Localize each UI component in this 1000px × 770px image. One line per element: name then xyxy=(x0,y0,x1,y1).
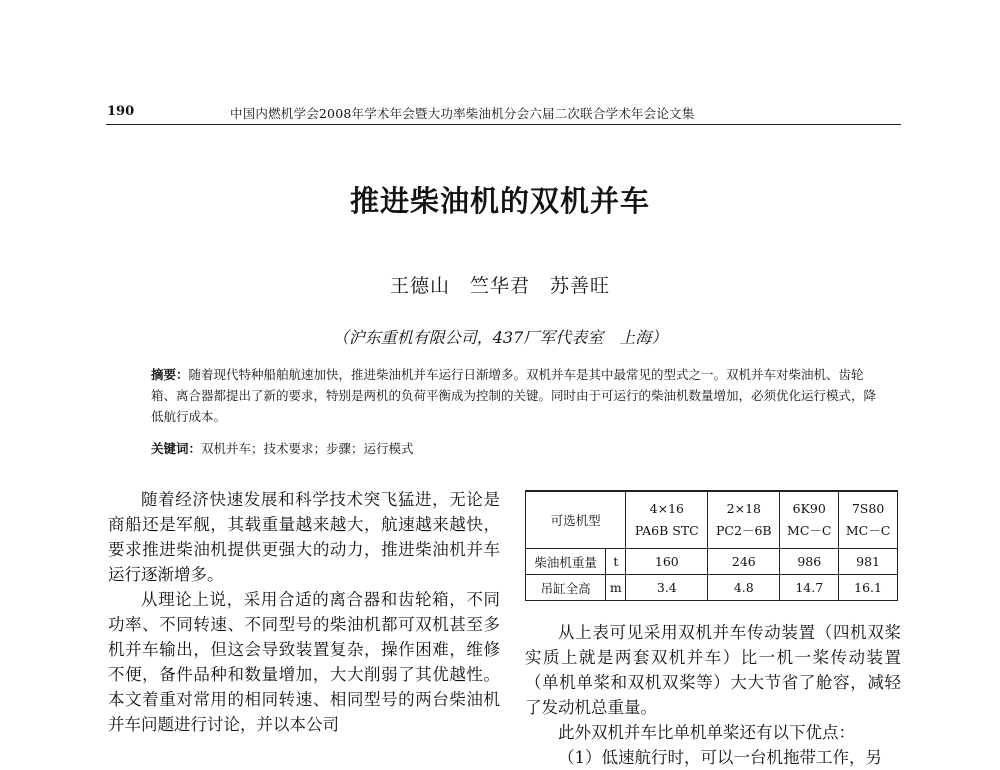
abstract xyxy=(151,364,879,427)
body-paragraph: 从理论上说，采用合适的离合器和齿轮箱，不同功率、不同转速、不同型号的柴油机都可双机甚至多机并车输出，但这会导致装置复杂，操作困难，维修不便，备件品种和数量增加，大大削弱了其优越性。本文着重对常用的相同转速、相同型号的两台柴油机并车问题进行讨论，并以本公司 xyxy=(108,590,500,734)
row-unit: t xyxy=(606,549,626,575)
keywords-label: 关键词： xyxy=(151,441,202,456)
row-label: 柴油机重量 xyxy=(526,549,606,575)
header-rule xyxy=(106,124,901,125)
body-paragraph: 从上表可见采用双机并车传动装置（四机双桨实质上就是两套双机并车）比一机一桨传动装置（单机单桨和双机双桨等）大大节省了舱容，减轻了发动机总重量。 xyxy=(525,623,901,717)
row-unit: m xyxy=(606,575,626,601)
keywords xyxy=(151,438,879,459)
table-column-header: 6K90 MC－C xyxy=(780,491,839,549)
row-label: 吊缸全高 xyxy=(526,575,606,601)
table-column-header: 4×16 PA6B STC xyxy=(626,491,708,549)
table-cell: 160 xyxy=(626,549,708,575)
page-number: 190 xyxy=(107,104,135,119)
table-row xyxy=(526,549,898,575)
authors: 王德山 竺华君 苏善旺 xyxy=(389,275,610,297)
table-cell: 14.7 xyxy=(780,575,839,601)
table-cell: 16.1 xyxy=(839,575,898,601)
engine-comparison-table xyxy=(525,490,898,601)
table-header-label: 可选机型 xyxy=(526,491,626,549)
abstract-text: 随着现代特种船舶航速加快，推进柴油机并车运行日渐增多。双机并车是其中最常见的型式之一。双机并车对柴油机、齿轮箱、离合器都提出了新的要求，特别是两机的负荷平衡成为控制的关键。同时由于可运行的柴油机数量增加，必须优化运行模式，降低航行成本。 xyxy=(151,367,877,424)
affiliation: （沪东重机有限公司，437厂军代表室 上海） xyxy=(332,328,668,347)
table-cell: 4.8 xyxy=(708,575,780,601)
table-cell: 981 xyxy=(839,549,898,575)
table-cell: 986 xyxy=(780,549,839,575)
body-paragraph: （1）低速航行时，可以一台机拖带工作，另 xyxy=(558,748,882,767)
body-paragraph: 随着经济快速发展和科学技术突飞猛进，无论是商船还是军舰，其载重量越来越大，航速越来越快，要求推进柴油机提供更强大的动力，推进柴油机并车运行逐渐增多。 xyxy=(108,490,500,584)
body-left-column xyxy=(108,487,500,737)
keywords-text: 双机并车；技术要求；步骤；运行模式 xyxy=(201,441,414,456)
abstract-label: 摘要： xyxy=(151,367,189,382)
table-column-header: 2×18 PC2－6B xyxy=(708,491,780,549)
table-column-header: 7S80 MC－C xyxy=(839,491,898,549)
running-header: 中国内燃机学会2008年学术年会暨大功率柴油机分会六届二次联合学术年会论文集 xyxy=(230,106,695,121)
table-cell: 3.4 xyxy=(626,575,708,601)
table-row xyxy=(526,575,898,601)
body-right-column xyxy=(525,620,901,770)
body-paragraph: 此外双机并车比单机单桨还有以下优点： xyxy=(558,723,855,742)
paper-title: 推进柴油机的双机并车 xyxy=(349,184,650,218)
table-cell: 246 xyxy=(708,549,780,575)
